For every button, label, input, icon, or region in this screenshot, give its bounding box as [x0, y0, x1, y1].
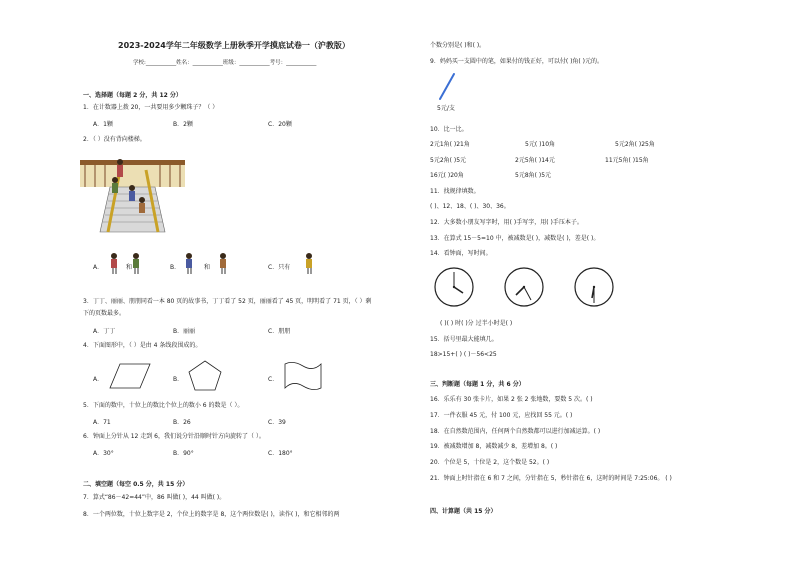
question-5: 5．下面的数中，十位上的数比个位上的数小 6 的数是（ ）。: [83, 402, 244, 409]
q5-option-c: C．39: [268, 419, 286, 426]
right-column: [425, 0, 725, 562]
q1-option-b: B．2颗: [173, 121, 193, 128]
compare-r1-c3: 5元2角( )25角: [615, 141, 655, 148]
question-21: 21．钟面上时针指在 6 和 7 之间，分针指在 5，秒针指在 6，这时的时间是 7:25:06。 ( ): [430, 475, 672, 482]
question-20: 20．个位是 5，十位是 2，这个数是 52。( ): [430, 459, 550, 466]
student-info-line: 学校:___________姓名：___________班级：___________考号：___________: [133, 60, 317, 66]
compare-r2-c2: 2元5角( )14元: [515, 157, 555, 164]
q1-option-a: A．1颗: [93, 121, 113, 128]
q2-option-c: C．只有: [268, 264, 291, 271]
question-8-continued: 个数分别是( )和( )。: [430, 42, 486, 49]
page-title: 2023-2024学年二年级数学上册秋季开学摸底试卷一（沪教版）: [118, 41, 350, 50]
question-18: 18．在自然数范围内，任何两个自然数都可以进行加减运算。( ): [430, 428, 601, 435]
pentagon-shape: [188, 360, 222, 392]
question-11: 11．找规律填数。: [430, 188, 480, 195]
question-12: 12．大多数小朋友写字时，用( )手写字，用( )手压本子。: [430, 219, 583, 226]
section-fill-heading: 二、填空题（每空 0.5 分，共 15 分）: [83, 481, 189, 488]
question-3-line1: 3．丁丁、丽丽、朋朋同看一本 80 页的故事书，丁丁看了 52 页，丽丽看了 45 页，明明看了 71 页，（ ）剩: [83, 298, 372, 305]
question-17: 17．一件衣服 45 元，付 100 元，应找回 55 元。( ): [430, 412, 573, 419]
curved-flag-shape: [283, 362, 323, 390]
q4-option-a: A．: [93, 376, 104, 383]
q2-and-1: 和: [126, 264, 133, 271]
clock-answers: ( )( ) 时( )分 过半小时是( ): [440, 320, 513, 327]
question-14: 14．看钟面，写时间。: [430, 250, 492, 257]
pen-icon: [437, 72, 457, 102]
section-judge-heading: 三、判断题（每题 1 分，共 6 分）: [430, 381, 525, 388]
compare-r2-c3: 11元5角( )15角: [605, 157, 649, 164]
question-10: 10．比一比。: [430, 126, 468, 133]
section-calc-heading: 四、计算题（共 15 分）: [430, 508, 497, 515]
question-19: 19．被减数增加 8，减数减少 8，差增加 8。( ): [430, 443, 558, 450]
compare-r2-c1: 5元2角( )5元: [430, 157, 467, 164]
q6-option-c: C．180°: [268, 450, 293, 457]
sequence-line: ( )、12、18、( )、30、36。: [430, 203, 510, 210]
compare-r3-c1: 16元( )20角: [430, 172, 464, 179]
compare-r1-c1: 2元1角( )21角: [430, 141, 470, 148]
q2-option-b-figures: [183, 252, 243, 274]
clock-2-icon: [503, 266, 545, 308]
question-3-line2: 下的页数最多。: [83, 310, 126, 317]
clock-1-icon: [433, 266, 475, 308]
staircase-illustration: [80, 150, 185, 235]
q2-option-b: B．: [170, 264, 181, 271]
q2-option-c-figure: [303, 252, 315, 274]
parallelogram-shape: [108, 362, 153, 390]
question-2: 2．（ ）没有背向楼梯。: [83, 136, 146, 143]
q6-option-a: A．30°: [93, 450, 114, 457]
clock-3-icon: [573, 266, 615, 308]
question-1: 1．在计数器上拨 20，一共要用多少颗珠子？（ ）: [83, 104, 219, 111]
q1-option-c: C．20颗: [268, 121, 292, 128]
q3-option-c: C．朋朋: [268, 328, 291, 335]
question-4: 4．下面图形中，（ ）是由 4 条线段围成的。: [83, 342, 202, 349]
q3-option-b: B．丽丽: [173, 328, 196, 335]
question-13: 13．在算式 15－5=10 中，被减数是( )，减数是( )，差是( )。: [430, 235, 600, 242]
compare-r1-c2: 5元( )10角: [525, 141, 556, 148]
q3-option-a: A．丁丁: [93, 328, 116, 335]
q5-option-b: B．26: [173, 419, 191, 426]
q2-and-2: 和: [204, 264, 211, 271]
question-7: 7．算式“86－42=44”中，86 叫做( )，44 叫做( )。: [83, 494, 226, 501]
q5-option-a: A．71: [93, 419, 111, 426]
pen-price: 5元/支: [437, 105, 455, 112]
question-6: 6．钟面上分针从 12 走到 6，我们说分针沿顺时针方向旋转了（ ）。: [83, 433, 265, 440]
left-column: [78, 0, 408, 562]
question-15: 15．括号里最大能填几。: [430, 336, 498, 343]
q4-option-c: C．: [268, 376, 279, 383]
compare-r3-c2: 5元8角( )5元: [515, 172, 552, 179]
q2-option-a: A．: [93, 264, 104, 271]
question-9: 9．妈妈买一支圆中的笔，如果付的钱正好，可以付( )角( )元的。: [430, 58, 603, 65]
inequality-line: 18>15+( ) ( )－56<25: [430, 351, 497, 358]
q6-option-b: B．90°: [173, 450, 194, 457]
q4-option-b: B．: [173, 376, 184, 383]
question-8: 8．一个两位数，十位上数字是 2，个位上的数字是 8，这个两位数是( )，读作( )，和它相邻的两: [83, 511, 340, 518]
question-16: 16．乐乐有 30 张卡片，如果 2 张 2 张地数，要数 5 次。( ): [430, 396, 593, 403]
section-choice-heading: 一、选择题（每题 2 分，共 12 分）: [83, 92, 182, 99]
